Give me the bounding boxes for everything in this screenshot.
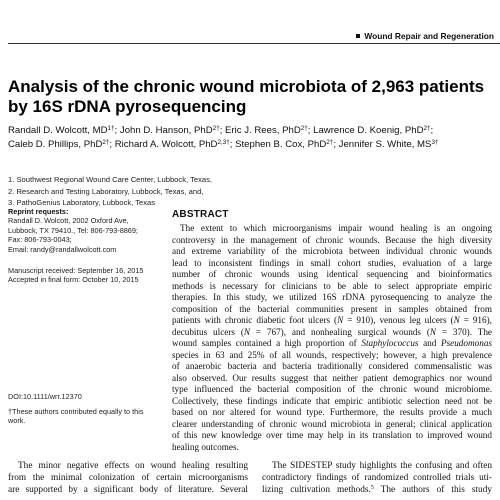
header-rule <box>8 43 500 44</box>
abstract-line <box>172 281 492 293</box>
author-separator: ; <box>219 125 223 136</box>
text-run: type influenced the bacterial composition of the chronic wound microbiome. <box>172 384 492 394</box>
author <box>8 139 112 150</box>
reprint-requests <box>8 207 168 254</box>
abstract-line <box>172 304 492 316</box>
doi: DOI:10.1111/wrr.12370 <box>8 392 82 401</box>
reprint-heading: Reprint requests: <box>8 207 69 216</box>
text-run: composition of the bacterial communities present in samples obtained from <box>172 303 492 314</box>
equal-contribution-footnote <box>8 407 168 426</box>
italic-term: N <box>243 326 251 337</box>
author-affiliation-mark: 2† <box>102 139 110 146</box>
abstract-line <box>172 327 492 339</box>
abstract-section <box>172 209 492 453</box>
author-separator: ; <box>114 125 118 136</box>
title-line: Analysis of the chronic wound microbiota of 2,963 patients <box>8 77 485 96</box>
title-line: by 16S rDNA pyrosequencing <box>8 97 247 116</box>
author-separator: ; <box>229 139 233 150</box>
abstract-line <box>172 350 492 362</box>
author <box>225 125 310 136</box>
author-name: Jennifer S. White, MS <box>338 139 432 150</box>
body-line <box>8 485 248 497</box>
journal-name: Wound Repair and Regeneration <box>364 31 494 41</box>
journal-header <box>356 31 494 41</box>
footnote-line: †These authors contributed equally to this <box>8 407 144 416</box>
abstract-line <box>172 269 492 281</box>
text-run: healing outcomes. <box>172 441 239 452</box>
author-name: John D. Hanson, PhD <box>119 125 213 136</box>
abstract-line <box>172 430 492 442</box>
author-separator: ; <box>333 139 336 150</box>
text-run: = 767), and nonhealing surgical wounds ( <box>250 326 430 337</box>
reprint-phone-line: Lubbock, TX 79410., Tel: 806-793-8869; <box>8 225 138 235</box>
abstract-heading: ABSTRACT <box>172 209 229 220</box>
abstract-line <box>172 396 492 408</box>
author-name: Stephen B. Cox, PhD <box>235 139 327 150</box>
abstract-line <box>172 361 492 373</box>
text-run: therapies. In this study, we utilized 16S rDNA pyrosequencing to analyze the <box>172 292 492 302</box>
author <box>313 125 433 136</box>
author-affiliation-mark: 2† <box>423 125 431 132</box>
body-line <box>8 473 248 485</box>
author-separator: ; <box>109 139 113 150</box>
text-run: from the minimal colonization of certain microorganisms <box>8 472 248 483</box>
author <box>120 125 222 136</box>
author-line <box>8 138 492 152</box>
text-run: decubitus ulcers ( <box>172 326 244 337</box>
text-run: lead to inconsistent findings in small cohort studies, evaluation of a large <box>172 257 492 268</box>
body-line <box>262 473 492 485</box>
italic-term: N <box>429 326 437 337</box>
text-run: wound samples contained a high proportion of <box>172 338 362 348</box>
footnote-line: work. <box>8 416 26 426</box>
text-run: also observed. Our results suggest that neither patient demographics nor wound <box>172 372 492 383</box>
author-affiliation-mark: 2† <box>300 125 308 132</box>
author-affiliation-mark: 1† <box>107 125 115 132</box>
abstract-line <box>172 373 492 385</box>
abstract-line <box>172 384 492 396</box>
abstract-line <box>172 315 492 327</box>
manuscript-accepted: Accepted in final form: October 10, 2015 <box>8 275 139 285</box>
italic-term: N <box>337 315 344 325</box>
affiliation: 2. Research and Testing Laboratory, Lubbock, Texas, and, <box>8 186 204 196</box>
author <box>115 139 233 150</box>
author-name: Randall D. Wolcott, MD <box>8 125 108 136</box>
text-run: Collectively, these findings indicate that empiric antibiotic selection need not be <box>172 395 492 406</box>
body-text-left-column <box>8 461 248 496</box>
abstract-line <box>172 407 492 419</box>
text-run: are supported by a significant body of literature. Several <box>8 484 248 495</box>
abstract-text <box>172 223 492 453</box>
abstract-line <box>172 419 492 431</box>
abstract-line <box>172 258 492 270</box>
author <box>339 139 439 150</box>
reprint-address-line: Randall D. Wolcott, 2002 Oxford Ave, <box>8 216 129 226</box>
italic-term: Staphylococcus <box>361 338 419 348</box>
abstract-line <box>172 292 492 304</box>
author-name: Caleb D. Phillips, PhD <box>8 139 103 150</box>
text-run: clearer understanding of chronic wound microbiota in general; clinical application <box>172 418 492 429</box>
text-run: of this new knowledge over time may help in its translation to improved wound <box>172 430 492 440</box>
text-run: patients with chronic diabetic foot ulcers ( <box>172 315 338 325</box>
author-line <box>8 124 492 138</box>
reprint-fax-line: Fax: 806-793-0043; <box>8 235 72 245</box>
text-run: number of chronic wounds using identical sequencing and bioinformatics <box>172 269 492 279</box>
abstract-line <box>172 338 492 350</box>
text-run: The extent to which microorganisms impair wound healing is an ongoing <box>180 223 492 233</box>
article-title <box>8 77 484 117</box>
author-affiliation-mark: 2,3† <box>217 139 230 146</box>
text-run: = 370). The <box>436 326 492 337</box>
text-run: The minor negative effects on wound healing resulting <box>18 461 248 471</box>
text-run: methods is necessary for clinicians to be able to select appropriate empiric <box>172 280 492 291</box>
text-run: of anaerobic bacteria and bacteria traditionally considered commensalistic was <box>172 361 492 371</box>
author <box>235 139 336 150</box>
text-run: and extreme variability of the microbiota between individual chronic wounds <box>172 246 492 256</box>
manuscript-received: Manuscript received: September 16, 2015 <box>8 266 144 275</box>
author-separator: ; <box>307 125 311 136</box>
text-run: contradictory findings of randomized controlled trials uti- <box>262 472 492 483</box>
body-line <box>8 461 248 473</box>
body-line <box>262 485 492 497</box>
author-name: Lawrence D. Koenig, PhD <box>313 125 424 136</box>
text-run: based on nor altered for wound type. Furthermore, the results provide a much <box>172 407 492 417</box>
body-text-right-column <box>262 461 492 496</box>
italic-term: Pseudomonas <box>440 338 492 348</box>
author-affiliation-mark: 3† <box>431 139 439 146</box>
text-run: The SIDESTEP study highlights the confusing and often <box>272 461 492 471</box>
body-line <box>262 461 492 473</box>
manuscript-dates <box>8 266 168 285</box>
author-name: Eric J. Rees, PhD <box>225 125 301 136</box>
reprint-email-line: Email: randy@randallwolcott.com <box>8 244 117 254</box>
text-run: = 910), venous leg ulcers ( <box>343 315 454 325</box>
abstract-line <box>172 235 492 247</box>
author-affiliation-mark: 2† <box>212 125 220 132</box>
abstract-line <box>172 246 492 258</box>
author-name: Richard A. Wolcott, PhD <box>114 139 218 150</box>
abstract-line <box>172 223 492 235</box>
text-run: = 916), <box>459 315 492 325</box>
author <box>8 125 117 136</box>
affiliation: 3. PathoGenius Laboratory, Lubbock, Texas <box>8 198 156 207</box>
affiliation-list <box>8 174 212 209</box>
author-separator: ; <box>430 125 434 136</box>
italic-term: N <box>453 315 460 325</box>
reference-superscript: 5 <box>370 484 374 491</box>
author-affiliation-mark: 2† <box>326 139 334 146</box>
text-run: lizing cultivation methods. <box>262 484 371 495</box>
affiliation: 1. Southwest Regional Wound Care Center, Lubbock, Texas, <box>8 175 213 184</box>
text-run: The authors of this study <box>373 484 492 495</box>
text-run: and <box>418 338 441 348</box>
abstract-line <box>172 442 492 454</box>
text-run: controversy in the management of chronic wounds. Because the high diversity <box>172 234 492 245</box>
author-list <box>8 124 492 152</box>
text-run: species in 63 and 25% of all wounds, respectively; however, a high prevalence <box>172 349 492 360</box>
journal-mark-icon <box>356 34 360 38</box>
